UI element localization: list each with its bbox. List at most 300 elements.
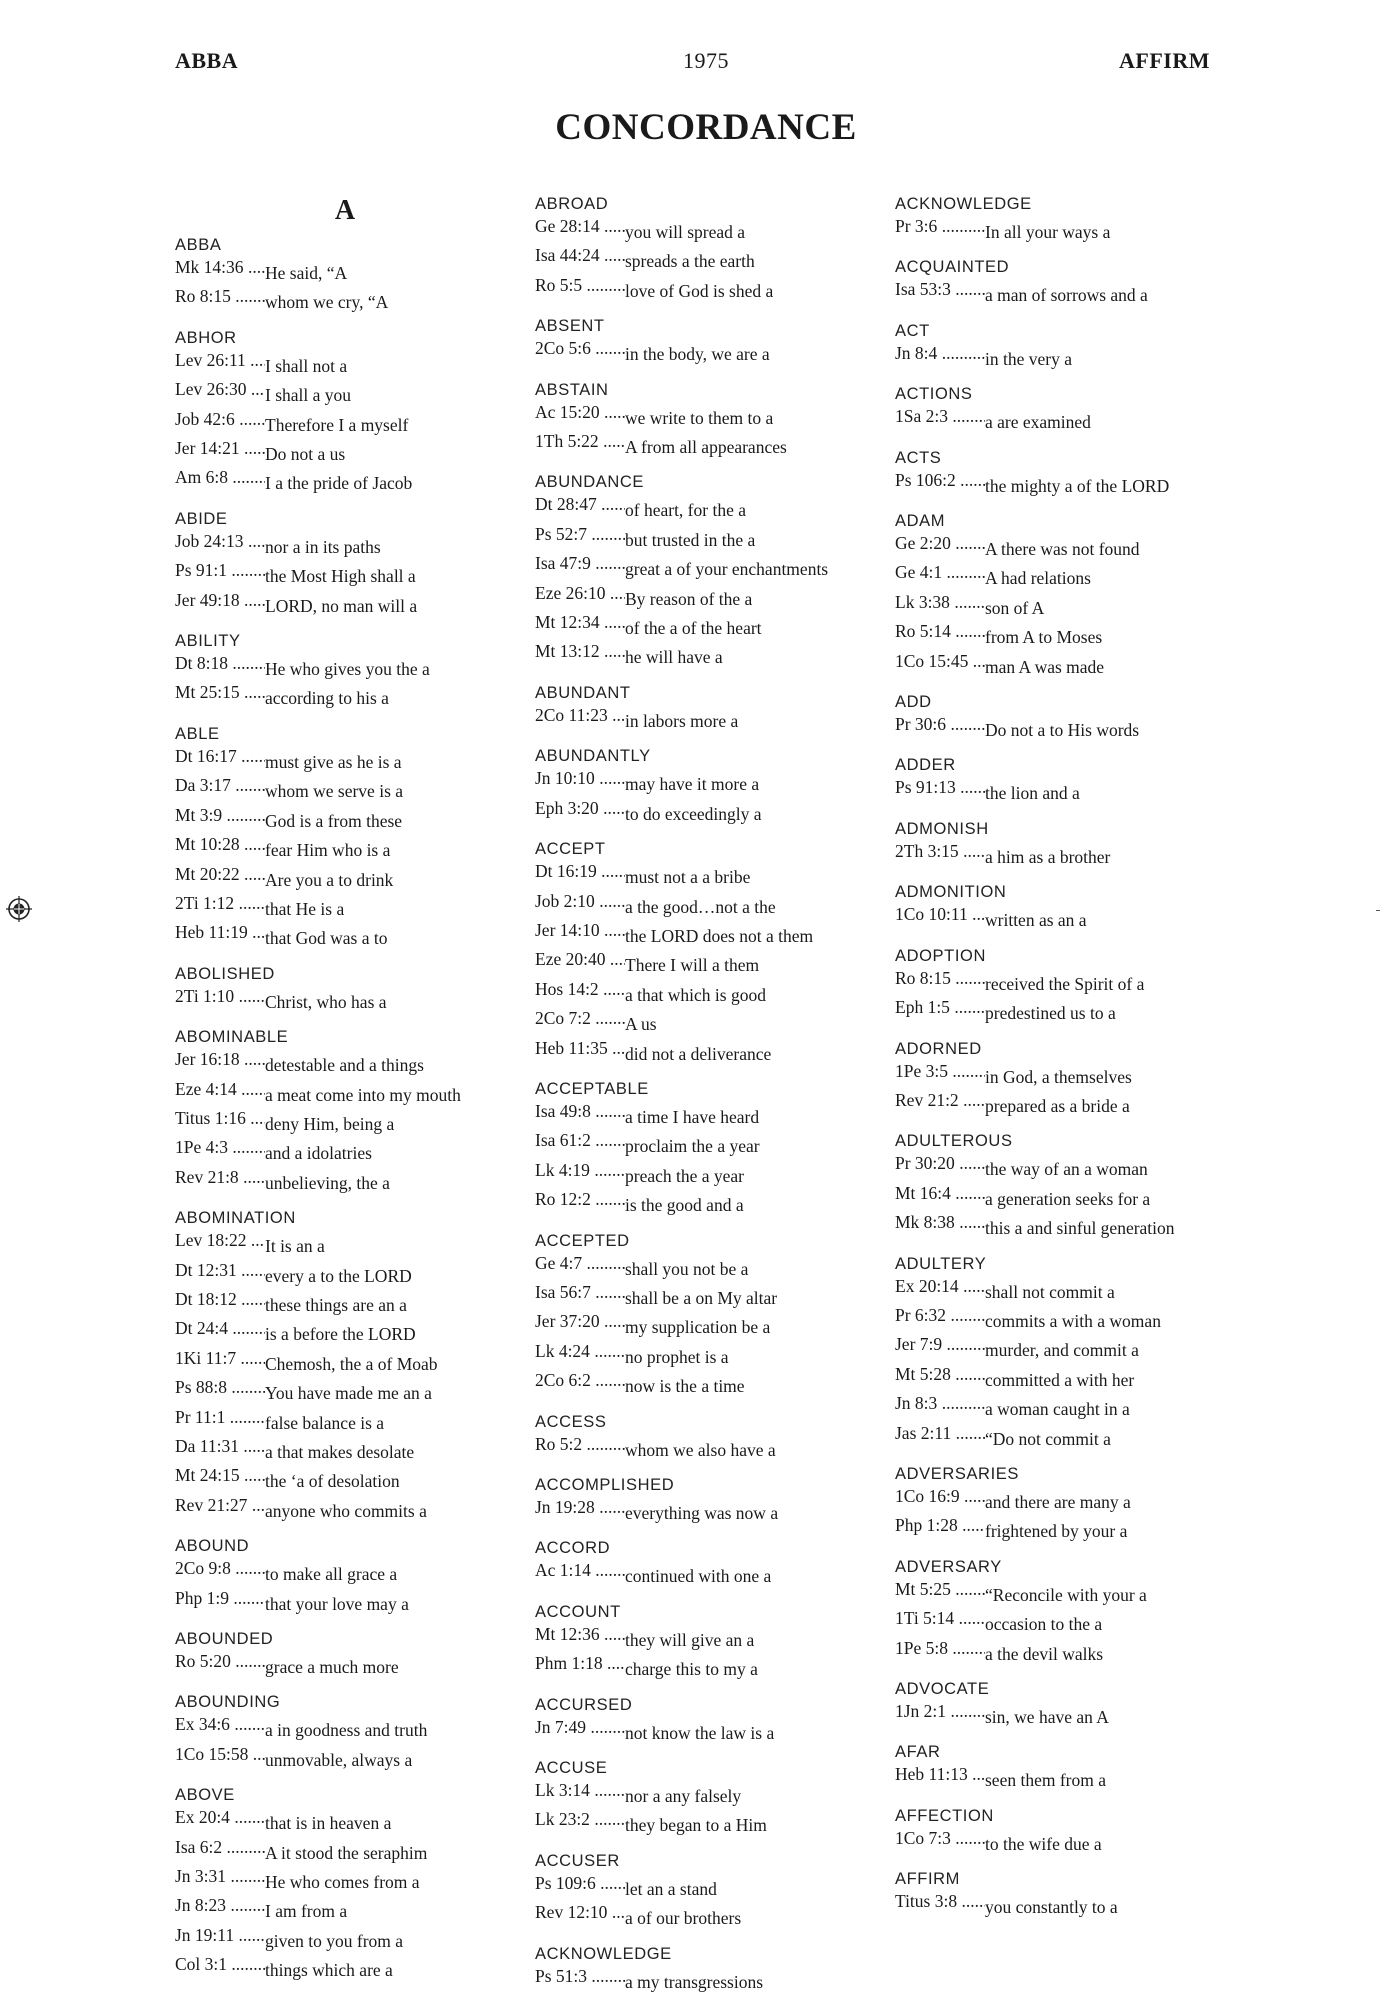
context-phrase: whom we cry, “A: [265, 292, 389, 313]
context-phrase: must not a a bribe: [625, 867, 751, 888]
scripture-citation: Heb 11:13 .....: [895, 1763, 985, 1786]
context-phrase: whom we also have a: [625, 1439, 776, 1460]
concordance-entry: [175, 723, 515, 951]
context-phrase: everything was now a: [625, 1503, 779, 1524]
context-phrase: may have it more a: [625, 774, 760, 795]
reference-line: [535, 1100, 875, 1129]
concordance-entry: [175, 234, 515, 315]
headword: ACCEPT: [535, 840, 606, 859]
reference-line: [175, 1713, 515, 1742]
reference-line: [175, 804, 515, 833]
headword: ACCOUNT: [535, 1602, 621, 1621]
headword: ADD: [895, 693, 932, 712]
reference-line: [895, 1275, 1235, 1304]
context-phrase: fear Him who is a: [265, 840, 391, 861]
concordance-entry: [895, 1678, 1235, 1729]
reference-line: [175, 285, 515, 314]
reference-line: [535, 1901, 875, 1930]
scripture-citation: 2Co 11:23 .....: [535, 704, 625, 727]
reference-line: [535, 401, 875, 430]
context-phrase: charge this to my a: [625, 1659, 758, 1680]
scripture-citation: Ps 88:8 .....: [175, 1376, 265, 1399]
context-phrase: A had relations: [985, 568, 1091, 589]
reference-line: [535, 704, 875, 733]
headword: ACCUSE: [535, 1759, 608, 1778]
context-phrase: that God was a to: [265, 928, 388, 949]
scripture-citation: Ge 4:1 .....: [895, 561, 985, 584]
headword: ACCESS: [535, 1412, 607, 1431]
scripture-citation: Pr 11:1 .....: [175, 1406, 265, 1429]
reference-line: [175, 349, 515, 378]
scripture-citation: Ps 51:3 .....: [535, 1965, 625, 1988]
headword: ABBA: [175, 236, 222, 254]
reference-line: [175, 559, 515, 588]
concordance-entry: [895, 818, 1235, 869]
headword: ADAM: [895, 512, 946, 531]
scripture-citation: Jer 14:10 .....: [535, 919, 625, 942]
concordance-entry: [895, 945, 1235, 1026]
context-phrase: a the devil walks: [985, 1643, 1104, 1664]
reference-line: [175, 1229, 515, 1258]
reference-line: [895, 967, 1235, 996]
context-phrase: God is a from these: [265, 810, 403, 831]
scripture-citation: Ps 91:1 .....: [175, 559, 265, 582]
scripture-citation: 1Co 7:3 .....: [895, 1827, 985, 1850]
concordance-entry: [535, 745, 875, 826]
concordance-entry: [895, 1130, 1235, 1240]
reference-line: [895, 1827, 1235, 1856]
context-phrase: to do exceedingly a: [625, 803, 762, 824]
context-phrase: shall be a on My altar: [625, 1288, 778, 1309]
reference-line: [895, 1211, 1235, 1240]
headword: ABROAD: [535, 195, 609, 213]
context-phrase: prepared as a bride a: [985, 1096, 1130, 1117]
concordance-entry: [895, 1556, 1235, 1666]
reference-line: [895, 469, 1235, 498]
scripture-citation: 1Ti 5:14 .....: [895, 1607, 985, 1630]
context-phrase: I a the pride of Jacob: [265, 473, 413, 494]
scripture-citation: 2Co 6:2 .....: [535, 1369, 625, 1392]
scripture-citation: Mt 25:15 .....: [175, 681, 265, 704]
scripture-citation: Mt 5:28 .....: [895, 1363, 985, 1386]
page-title: CONCORDANCE: [555, 107, 857, 148]
reference-line: [535, 860, 875, 889]
headword: ADORNED: [895, 1039, 982, 1058]
reference-line: [175, 1078, 515, 1107]
context-phrase: LORD, no man will a: [265, 595, 418, 616]
concordance-entry: [175, 1026, 515, 1195]
scripture-citation: Lk 23:2 .....: [535, 1808, 625, 1831]
concordance-entry: [535, 1537, 875, 1588]
reference-line: [535, 797, 875, 826]
reference-line: [895, 650, 1235, 679]
concordance-column-1: [175, 193, 515, 1995]
headword: ABSENT: [535, 317, 605, 336]
reference-line: [535, 274, 875, 303]
reference-line: [175, 985, 515, 1014]
reference-line: [535, 493, 875, 522]
scripture-citation: Pr 6:32 .....: [895, 1304, 985, 1327]
headword: ACT: [895, 321, 930, 340]
headword: ACCEPTED: [535, 1231, 630, 1250]
scripture-citation: 1Pe 3:5 .....: [895, 1060, 985, 1083]
reference-line: [895, 215, 1235, 244]
reference-line: [535, 582, 875, 611]
scripture-citation: Job 42:6 .....: [175, 408, 265, 431]
concordance-entry: [175, 1628, 515, 1679]
scripture-citation: Jn 8:4 .....: [895, 342, 985, 365]
scripture-citation: Rev 12:10 .....: [535, 1901, 625, 1924]
reference-line: [895, 1700, 1235, 1729]
concordance-entry: [895, 1253, 1235, 1451]
reference-line: [895, 996, 1235, 1025]
reference-line: [175, 1347, 515, 1376]
context-phrase: grace a much more: [265, 1657, 399, 1678]
scripture-citation: Isa 53:3 .....: [895, 278, 985, 301]
headword: ACTS: [895, 448, 942, 467]
concordance-entry: [175, 508, 515, 618]
scripture-citation: Mt 3:9 .....: [175, 804, 265, 827]
context-phrase: they began to a Him: [625, 1815, 767, 1836]
reference-line: [535, 1340, 875, 1369]
context-phrase: received the Spirit of a: [985, 973, 1145, 994]
reference-line: [895, 1152, 1235, 1181]
scripture-citation: Mt 13:12 .....: [535, 640, 625, 663]
headword: ACCOMPLISHED: [535, 1476, 675, 1494]
headword: ACCORD: [535, 1539, 611, 1558]
headword: ABIDE: [175, 509, 228, 528]
context-phrase: we write to them to a: [625, 407, 774, 428]
context-phrase: seen them from a: [985, 1770, 1106, 1791]
reference-line: [175, 745, 515, 774]
scripture-citation: Mt 12:34 .....: [535, 611, 625, 634]
reference-line: [175, 1376, 515, 1405]
concordance-entry: [175, 1535, 515, 1616]
reference-line: [175, 1650, 515, 1679]
headword: AFFIRM: [895, 1870, 961, 1889]
concordance-entry: [535, 682, 875, 733]
context-phrase: from A to Moses: [985, 627, 1103, 648]
scripture-citation: 2Ti 1:10 .....: [175, 985, 265, 1008]
reference-line: [175, 1743, 515, 1772]
scripture-citation: Lev 26:30 .....: [175, 378, 265, 401]
context-phrase: committed a with her: [985, 1369, 1135, 1390]
concordance-entry: [175, 963, 515, 1014]
context-phrase: a my transgressions: [625, 1971, 764, 1992]
context-phrase: to the wife due a: [985, 1834, 1102, 1855]
scripture-citation: 1Co 10:11 .....: [895, 903, 985, 926]
scripture-citation: Mt 12:36 .....: [535, 1623, 625, 1646]
scripture-citation: Jn 7:49 .....: [535, 1716, 625, 1739]
reference-line: [175, 1406, 515, 1435]
context-phrase: I shall a you: [265, 385, 352, 406]
concordance-entry: [895, 754, 1235, 805]
reference-line: [535, 919, 875, 948]
scripture-citation: 1Pe 5:8 .....: [895, 1637, 985, 1660]
scripture-citation: 1Pe 4:3 .....: [175, 1136, 265, 1159]
scripture-citation: Eze 4:14 .....: [175, 1078, 265, 1101]
context-phrase: according to his a: [265, 688, 389, 709]
scripture-citation: Job 2:10 .....: [535, 890, 625, 913]
scripture-citation: Ro 8:15 .....: [895, 967, 985, 990]
scripture-citation: 2Co 7:2 .....: [535, 1007, 625, 1030]
scripture-citation: Dt 12:31 .....: [175, 1259, 265, 1282]
section-letter: A: [334, 195, 356, 226]
reference-line: [175, 1048, 515, 1077]
concordance-entry: [535, 471, 875, 669]
scripture-citation: Mt 16:4 .....: [895, 1182, 985, 1205]
reference-line: [895, 342, 1235, 371]
reference-line: [535, 1779, 875, 1808]
scripture-citation: Pr 3:6 .....: [895, 215, 985, 238]
scripture-citation: Ge 28:14 .....: [535, 215, 625, 238]
context-phrase: must give as he is a: [265, 752, 402, 773]
reference-line: [175, 892, 515, 921]
reference-line: [175, 408, 515, 437]
context-phrase: I shall not a: [265, 356, 348, 377]
reference-line: [535, 767, 875, 796]
context-phrase: not know the law is a: [625, 1722, 775, 1743]
reference-line: [535, 244, 875, 273]
scripture-citation: Pr 30:6 .....: [895, 713, 985, 736]
reference-line: [175, 774, 515, 803]
context-phrase: in the body, we are a: [625, 344, 770, 365]
context-phrase: predestined us to a: [985, 1003, 1116, 1024]
scripture-citation: Rev 21:8 .....: [175, 1166, 265, 1189]
concordance-entry: [535, 315, 875, 366]
reference-line: [535, 1433, 875, 1462]
scripture-citation: Jn 19:28 .....: [535, 1496, 625, 1519]
context-phrase: A us: [625, 1014, 657, 1035]
reference-line: [895, 405, 1235, 434]
headword: ADOPTION: [895, 946, 986, 965]
context-phrase: a that which is good: [625, 984, 766, 1005]
scripture-citation: Job 24:13 .....: [175, 530, 265, 553]
context-phrase: the way of an a woman: [985, 1159, 1148, 1180]
context-phrase: that is in heaven a: [265, 1813, 392, 1834]
reference-line: [535, 1872, 875, 1901]
concordance-entry: [535, 1078, 875, 1218]
scripture-citation: 1Co 16:9 .....: [895, 1485, 985, 1508]
concordance-entry: [535, 379, 875, 460]
context-phrase: Therefore I a myself: [265, 414, 409, 435]
context-phrase: now is the a time: [625, 1376, 745, 1397]
context-phrase: continued with one a: [625, 1566, 772, 1587]
headword: ADMONITION: [895, 883, 1007, 902]
headword: ABOUND: [175, 1537, 250, 1556]
reference-line: [895, 278, 1235, 307]
context-phrase: the LORD does not a them: [625, 926, 814, 947]
scripture-citation: Lev 18:22 .....: [175, 1229, 265, 1252]
reference-line: [895, 1637, 1235, 1666]
context-phrase: a that makes desolate: [265, 1442, 415, 1463]
context-phrase: son of A: [985, 598, 1045, 619]
concordance-entry: [535, 1943, 875, 1994]
scripture-citation: Hos 14:2 .....: [535, 978, 625, 1001]
context-phrase: a in goodness and truth: [265, 1720, 428, 1741]
scripture-citation: Pr 30:20 .....: [895, 1152, 985, 1175]
reference-line: [535, 1496, 875, 1525]
context-phrase: in God, a themselves: [985, 1066, 1132, 1087]
reference-line: [175, 530, 515, 559]
concordance-entry: [535, 1757, 875, 1838]
context-phrase: is a before the LORD: [265, 1324, 416, 1345]
context-phrase: great a of your enchantments: [625, 559, 829, 580]
scripture-citation: Isa 61:2 .....: [535, 1129, 625, 1152]
concordance-entry: [895, 510, 1235, 679]
concordance-entry: [175, 1784, 515, 1982]
scripture-citation: Titus 3:8 .....: [895, 1890, 985, 1913]
context-phrase: this a and sinful generation: [985, 1218, 1175, 1239]
context-phrase: A from all appearances: [625, 437, 787, 458]
context-phrase: that your love may a: [265, 1593, 409, 1614]
concordance-entry: [535, 1850, 875, 1931]
concordance-entry: [895, 383, 1235, 434]
reference-line: [175, 863, 515, 892]
scripture-citation: Ro 5:20 .....: [175, 1650, 265, 1673]
reference-line: [535, 1037, 875, 1066]
reference-line: [895, 1060, 1235, 1089]
headword: ABILITY: [175, 632, 241, 651]
scripture-citation: Jer 16:18 .....: [175, 1048, 265, 1071]
running-head-right: AFFIRM: [1119, 48, 1210, 73]
concordance-entry: [535, 193, 875, 303]
reference-line: [535, 1129, 875, 1158]
scripture-citation: Titus 1:16 .....: [175, 1107, 265, 1130]
context-phrase: of heart, for the a: [625, 500, 746, 521]
reference-line: [535, 1159, 875, 1188]
headword: ABUNDANCE: [535, 473, 645, 492]
reference-line: [535, 430, 875, 459]
headword: ACKNOWLEDGE: [895, 195, 1032, 213]
context-phrase: “Reconcile with your a: [985, 1584, 1147, 1605]
reference-line: [895, 1304, 1235, 1333]
scripture-citation: Jn 8:3 .....: [895, 1392, 985, 1415]
context-phrase: whom we serve is a: [265, 781, 404, 802]
scripture-citation: Jer 7:9 .....: [895, 1333, 985, 1356]
scripture-citation: Isa 44:24 .....: [535, 244, 625, 267]
context-phrase: “Do not commit a: [985, 1428, 1111, 1449]
scripture-citation: Heb 11:19 .....: [175, 921, 265, 944]
reference-line: [535, 1188, 875, 1217]
concordance-entry: [535, 838, 875, 1066]
context-phrase: He who gives you the a: [265, 659, 430, 680]
concordance-entry: [895, 1741, 1235, 1792]
context-phrase: Chemosh, the a of Moab: [265, 1353, 438, 1374]
concordance-entry: [175, 630, 515, 711]
concordance-column-2: [535, 193, 875, 2006]
scripture-citation: Php 1:28 .....: [895, 1514, 985, 1537]
headword: ABUNDANTLY: [535, 747, 651, 766]
concordance-entry: [535, 1601, 875, 1682]
context-phrase: frightened by your a: [985, 1521, 1128, 1542]
scripture-citation: Ro 5:2 .....: [535, 1433, 625, 1456]
reference-line: [175, 1865, 515, 1894]
headword: ADULTEROUS: [895, 1132, 1013, 1151]
reference-line: [175, 589, 515, 618]
reference-line: [175, 1953, 515, 1982]
scripture-citation: Mt 10:28 .....: [175, 833, 265, 856]
reference-line: [535, 1965, 875, 1994]
reference-line: [175, 1924, 515, 1953]
registration-mark-icon: [6, 896, 32, 922]
headword: ABLE: [175, 724, 220, 743]
scripture-citation: Ge 2:20 .....: [895, 532, 985, 555]
context-phrase: did not a deliverance: [625, 1043, 772, 1064]
headword: ABHOR: [175, 328, 237, 347]
headword: ACKNOWLEDGE: [535, 1944, 672, 1963]
scripture-citation: Isa 6:2 .....: [175, 1836, 265, 1859]
context-phrase: A it stood the seraphim: [265, 1842, 428, 1863]
concordance-entry: [895, 256, 1235, 307]
context-phrase: a are examined: [985, 412, 1091, 433]
reference-line: [175, 466, 515, 495]
context-phrase: a generation seeks for a: [985, 1188, 1151, 1209]
context-phrase: he will have a: [625, 647, 723, 668]
scripture-citation: Rev 21:27 .....: [175, 1494, 265, 1517]
reference-line: [175, 1317, 515, 1346]
context-phrase: preach the a year: [625, 1165, 745, 1186]
scripture-citation: 1Co 15:58 .....: [175, 1743, 265, 1766]
concordance-entry: [895, 1868, 1235, 1919]
context-phrase: love of God is shed a: [625, 281, 774, 302]
scripture-citation: Jn 10:10 .....: [535, 767, 625, 790]
scripture-citation: Mt 20:22 .....: [175, 863, 265, 886]
concordance-entry: [175, 1691, 515, 1772]
context-phrase: anyone who commits a: [265, 1501, 427, 1522]
reference-line: [175, 1259, 515, 1288]
context-phrase: to make all grace a: [265, 1564, 398, 1585]
context-phrase: It is an a: [265, 1236, 325, 1257]
reference-line: [175, 652, 515, 681]
context-phrase: a man of sorrows and a: [985, 285, 1148, 306]
reference-line: [535, 611, 875, 640]
concordance-entry: [895, 881, 1235, 932]
scripture-citation: Eph 3:20 .....: [535, 797, 625, 820]
concordance-entry: [895, 1038, 1235, 1119]
concordance-entry: [895, 320, 1235, 371]
reference-line: [535, 552, 875, 581]
context-phrase: spreads a the earth: [625, 251, 755, 272]
scripture-citation: Dt 18:12 .....: [175, 1288, 265, 1311]
context-phrase: and a idolatries: [265, 1143, 372, 1164]
context-phrase: a of our brothers: [625, 1908, 742, 1929]
reference-line: [895, 1089, 1235, 1118]
reference-line: [535, 1623, 875, 1652]
scripture-citation: 1Jn 2:1 .....: [895, 1700, 985, 1723]
reference-line: [535, 978, 875, 1007]
context-phrase: sin, we have an A: [985, 1707, 1109, 1728]
headword: ABOMINABLE: [175, 1028, 289, 1047]
context-phrase: is the good and a: [625, 1195, 744, 1216]
headword: ACQUAINTED: [895, 258, 1010, 277]
reference-line: [535, 890, 875, 919]
scripture-citation: Dt 16:17 .....: [175, 745, 265, 768]
scripture-citation: Isa 47:9 .....: [535, 552, 625, 575]
context-phrase: unbelieving, the a: [265, 1172, 390, 1193]
context-phrase: a time I have heard: [625, 1107, 760, 1128]
scripture-citation: Dt 8:18 .....: [175, 652, 265, 675]
scripture-citation: 1Co 15:45 .....: [895, 650, 985, 673]
context-phrase: you constantly to a: [985, 1897, 1118, 1918]
headword: ABSTAIN: [535, 380, 609, 399]
scripture-citation: Ro 5:14 .....: [895, 620, 985, 643]
context-phrase: things which are a: [265, 1960, 393, 1981]
context-phrase: Do not a us: [265, 444, 346, 465]
context-phrase: written as an a: [985, 910, 1087, 931]
scripture-citation: Php 1:9 .....: [175, 1587, 265, 1610]
reference-line: [535, 1559, 875, 1588]
